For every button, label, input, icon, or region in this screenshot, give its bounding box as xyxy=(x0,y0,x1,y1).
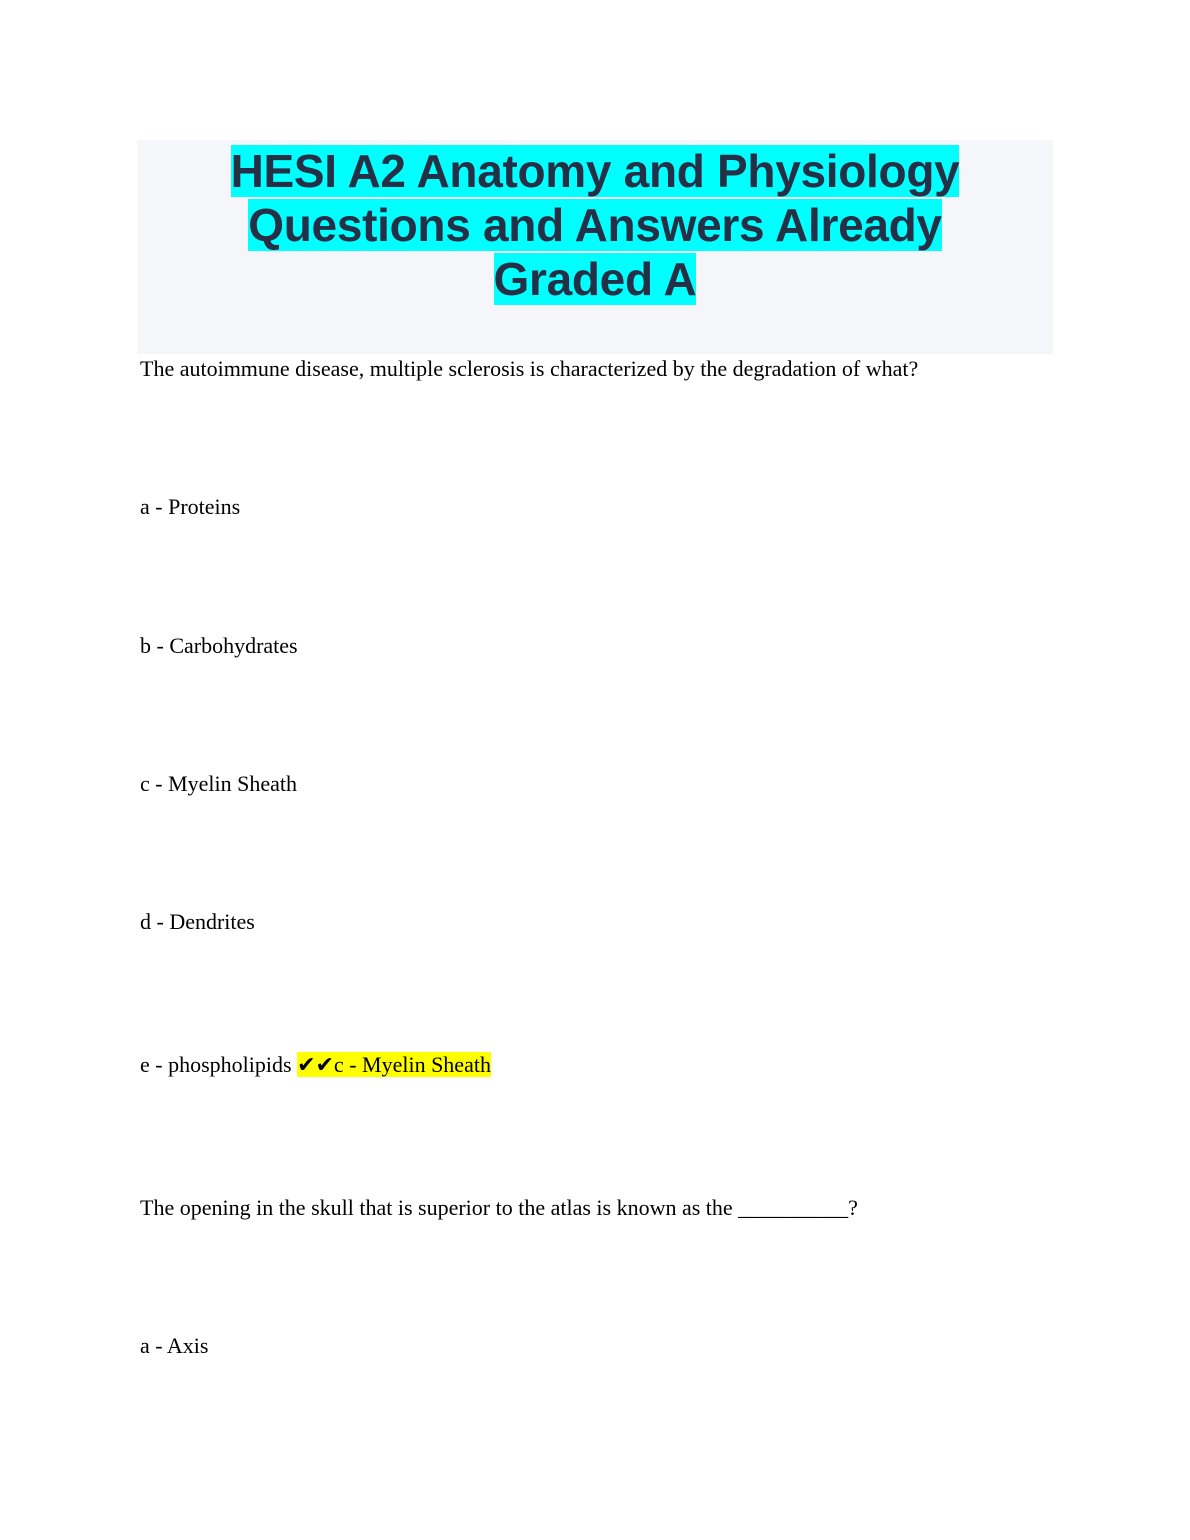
document-title xyxy=(137,144,1053,306)
title-panel xyxy=(137,140,1053,354)
question-2-option-a: a - Axis xyxy=(140,1333,209,1358)
question-1-option-e-row xyxy=(140,1052,491,1078)
question-1-option-b: b - Carbohydrates xyxy=(140,633,298,658)
question-1-prompt: The autoimmune disease, multiple sclerosis is characterized by the degradation of what? xyxy=(140,356,919,381)
title-line-1: HESI A2 Anatomy and Physiology xyxy=(230,145,960,197)
title-line-3: Graded A xyxy=(493,253,697,305)
question-1-option-c: c - Myelin Sheath xyxy=(140,771,298,796)
question-1-option-d: d - Dendrites xyxy=(140,909,255,934)
question-1-option-e: e - phospholipids xyxy=(140,1052,298,1077)
question-2-prompt: The opening in the skull that is superior to the atlas is known as the __________? xyxy=(140,1195,858,1220)
title-line-2: Questions and Answers Already xyxy=(248,199,942,251)
question-1-answer: ✔✔c - Myelin Sheath xyxy=(297,1052,491,1077)
question-1-option-a: a - Proteins xyxy=(140,494,241,519)
